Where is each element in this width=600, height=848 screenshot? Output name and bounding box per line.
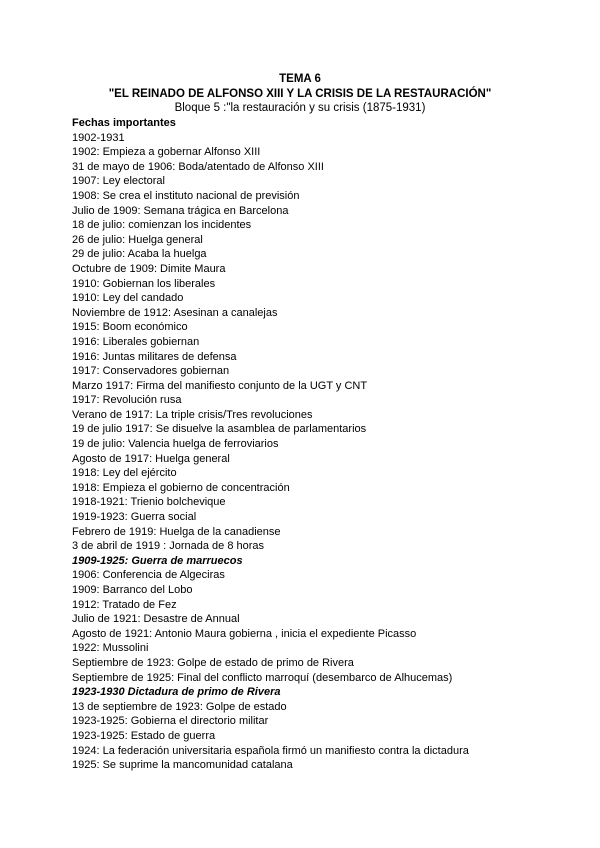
date-entry: 1915: Boom económico	[72, 321, 188, 334]
date-entry: 1917: Revolución rusa	[72, 394, 182, 407]
date-entry: 1919-1923: Guerra social	[72, 511, 197, 524]
date-entry: 13 de septiembre de 1923: Golpe de estado	[72, 700, 287, 713]
date-entry: 1918: Ley del ejército	[72, 467, 177, 480]
date-entry: 31 de mayo de 1906: Boda/atentado de Alfonso XIII	[72, 160, 324, 173]
section-heading: 1909-1925: Guerra de marruecos	[72, 554, 243, 567]
date-entry: 1909: Barranco del Lobo	[72, 584, 193, 596]
date-entry: 1910: Gobiernan los liberales	[72, 277, 216, 290]
date-entry: 29 de julio: Acaba la huelga	[72, 248, 207, 261]
document-title: "EL REINADO DE ALFONSO XIII Y LA CRISIS DE LA RESTAURACIÓN"	[108, 87, 492, 100]
date-entry: Septiembre de 1923: Golpe de estado de primo de Rivera	[72, 656, 354, 669]
date-entry: 18 de julio: comienzan los incidentes	[72, 219, 252, 232]
date-entry: 1924: La federación universitaria española firmó un manifiesto contra la dictadura	[72, 744, 469, 757]
date-entry: 1918: Empieza el gobierno de concentración	[72, 481, 290, 494]
date-entry: Julio de 1909: Semana trágica en Barcelona	[72, 204, 289, 217]
date-entry: Agosto de 1917: Huelga general	[72, 452, 230, 465]
date-entry: 19 de julio 1917: Se disuelve la asamblea de parlamentarios	[72, 423, 367, 436]
date-entry: Verano de 1917: La triple crisis/Tres revoluciones	[72, 408, 313, 421]
date-entry: 1916: Juntas militares de defensa	[72, 350, 237, 363]
date-entry: 3 de abril de 1919 : Jornada de 8 horas	[72, 540, 265, 553]
date-entry: 1910: Ley del candado	[72, 292, 184, 305]
dates-list	[72, 116, 572, 773]
date-entry: Octubre de 1909: Dimite Maura	[72, 262, 226, 275]
date-entry: 1923-1925: Gobierna el directorio militar	[72, 715, 269, 728]
date-entry: 1925: Se suprime la mancomunidad catalana	[72, 759, 293, 772]
section-heading: Fechas importantes	[72, 117, 176, 129]
date-entry: Marzo 1917: Firma del manifiesto conjunto de la UGT y CNT	[72, 379, 368, 392]
date-entry: Agosto de 1921: Antonio Maura gobierna , inicia el expediente Picasso	[72, 627, 417, 640]
date-entry: 1916: Liberales gobiernan	[72, 335, 200, 348]
date-entry: 1908: Se crea el instituto nacional de previsión	[72, 189, 300, 202]
date-entry: 1922: Mussolini	[72, 642, 149, 655]
tema-heading: TEMA 6	[279, 73, 321, 85]
date-entry: Julio de 1921: Desastre de Annual	[72, 613, 240, 626]
date-entry: 19 de julio: Valencia huelga de ferroviarios	[72, 438, 279, 451]
bloque-subtitle: Bloque 5 :"la restauración y su crisis (1875-1931)	[174, 102, 426, 115]
date-entry: 1906: Conferencia de Algeciras	[72, 569, 225, 582]
document-header	[0, 72, 600, 116]
section-heading: 1923-1930 Dictadura de primo de Rivera	[72, 686, 281, 699]
date-entry: 1902-1931	[72, 131, 125, 144]
date-entry: 1918-1921: Trienio bolchevique	[72, 496, 226, 509]
date-entry: 1907: Ley electoral	[72, 175, 165, 188]
date-entry: 1917: Conservadores gobiernan	[72, 365, 230, 378]
date-entry: Septiembre de 1925: Final del conflicto marroquí (desembarco de Alhucemas)	[72, 671, 453, 684]
date-entry: 1912: Tratado de Fez	[72, 598, 177, 611]
date-entry: 26 de julio: Huelga general	[72, 233, 203, 246]
date-entry: 1923-1925: Estado de guerra	[72, 729, 216, 742]
date-entry: Febrero de 1919: Huelga de la canadiense	[72, 525, 281, 538]
date-entry: Noviembre de 1912: Asesinan a canalejas	[72, 306, 278, 319]
date-entry: 1902: Empieza a gobernar Alfonso XIII	[72, 146, 261, 159]
